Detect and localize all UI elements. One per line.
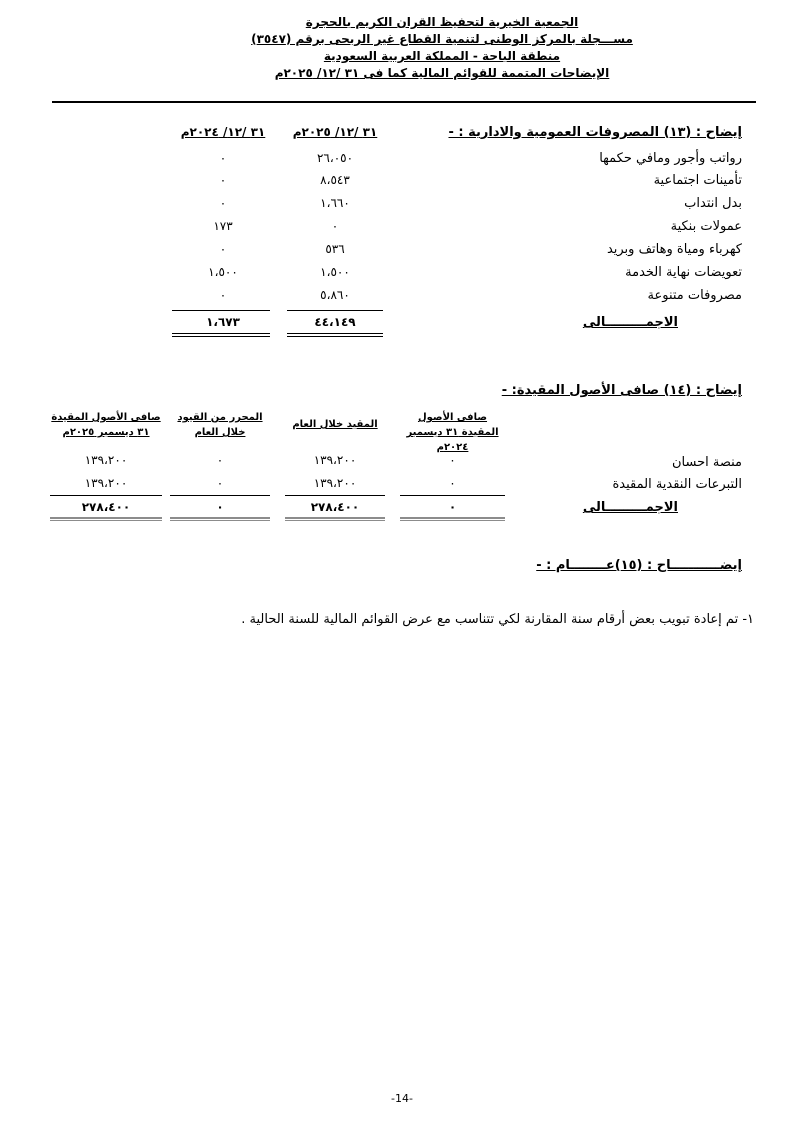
note13-total-double-line xyxy=(287,333,383,337)
note14-total-released: ٠ xyxy=(216,500,224,514)
note13-row-2024: ١٧٣ xyxy=(213,219,233,233)
note14-total-opening: ٠ xyxy=(448,500,457,514)
note13-total-label: الاجمـــــــــالى xyxy=(582,315,678,330)
note13-row-label: كهرباء ومياة وهاتف وبريد xyxy=(606,242,742,257)
note13-row-2024: ٠ xyxy=(219,242,227,256)
note14-col-opening: صافى الأصول المقيدة ٣١ ديسمبر ٢٠٢٤م xyxy=(406,412,499,453)
note14-subtotal-line xyxy=(400,495,505,496)
note13-row-2025: ٥،٨٦٠ xyxy=(320,288,350,302)
note14-col-closing: صافى الأصول المقيدة ٣١ ديسمبر ٢٠٢٥م xyxy=(51,412,161,438)
header-divider xyxy=(52,101,756,103)
note13-total-double-line xyxy=(172,333,270,337)
note13-subtotal-line xyxy=(172,310,270,311)
note13-row-label: مصروفات متنوعة xyxy=(647,288,742,303)
note14-subtotal-line xyxy=(170,495,270,496)
note14-row-closing: ١٣٩،٢٠٠ xyxy=(84,453,128,467)
note13-row-2025: ١،٦٦٠ xyxy=(320,196,350,210)
note15-text: ١- تم إعادة تبويب بعض أرقام سنة المقارنة لكي تتناسب مع عرض القوائم المالية للسنة الحالية . xyxy=(241,612,754,627)
note14-title: إيضاح : (١٤) صافى الأصول المقيدة: - xyxy=(501,383,742,398)
note13-row-label: عمولات بنكية xyxy=(670,219,742,234)
note14-row-restricted: ١٣٩،٢٠٠ xyxy=(313,453,357,467)
page-number: -14- xyxy=(391,1092,413,1105)
note13-row-2024: ١،٥٠٠ xyxy=(208,265,238,279)
note13-row-label: تعويضات نهاية الخدمة xyxy=(625,265,742,280)
note14-row-opening: ٠ xyxy=(449,476,456,490)
note13-row-2024: ٠ xyxy=(219,288,227,302)
note14-total-double-line xyxy=(170,517,270,521)
note14-row-released: ٠ xyxy=(216,453,224,467)
note14-total-double-line xyxy=(50,517,162,521)
note14-row-released: ٠ xyxy=(216,476,224,490)
note13-total-2025: ٤٤،١٤٩ xyxy=(314,315,356,329)
note14-row-restricted: ١٣٩،٢٠٠ xyxy=(313,476,357,490)
note13-subtotal-line xyxy=(287,310,383,311)
note13-row-2025: ١،٥٠٠ xyxy=(320,265,350,279)
note15-title: إيضـــــــــــاح : (١٥)عــــــــام : - xyxy=(536,558,742,573)
note13-row-label: بدل انتداب xyxy=(684,196,742,211)
note13-row-2025: ٥٣٦ xyxy=(325,242,345,256)
note13-row-label: رواتب وأجور ومافي حكمها xyxy=(599,151,742,166)
note13-row-label: تأمينات اجتماعية xyxy=(653,173,742,188)
note13-row-2025: ٠ xyxy=(331,219,339,233)
note14-row-label: منصة احسان xyxy=(671,455,742,470)
note13-row-2025: ٨،٥٤٣ xyxy=(320,173,350,187)
note14-subtotal-line xyxy=(50,495,162,496)
note14-col-released: المحرر من القيود خلال العام xyxy=(177,412,263,438)
note13-row-2024: ٠ xyxy=(219,173,227,187)
note14-row-label: التبرعات النقدية المقيدة xyxy=(612,477,742,492)
note13-row-2025: ٢٦،٠٥٠ xyxy=(316,151,354,165)
note13-title: إيضاح : (١٣) المصروفات العمومية والادارية : - xyxy=(448,125,742,140)
note14-total-closing: ٢٧٨،٤٠٠ xyxy=(81,500,131,514)
note14-row-closing: ١٣٩،٢٠٠ xyxy=(84,476,128,490)
note14-row-opening: ٠ xyxy=(449,453,456,467)
note13-row-2024: ٠ xyxy=(219,196,227,210)
note14-subtotal-line xyxy=(285,495,385,496)
note14-total-double-line xyxy=(285,517,385,521)
org-name: الجمعية الخيرية لتحفيظ القران الكريم بالحجرة xyxy=(305,15,579,29)
note13-total-2024: ١،٦٧٣ xyxy=(206,315,240,329)
registration-line: مســـجلة بالمركز الوطنى لتنمية القطاع غير الربحى برقم (٣٥٤٧) xyxy=(251,32,633,46)
document-title: الإيضاحات المتممة للقوائم المالية كما فى ٣١ /١٢/ ٢٠٢٥م xyxy=(274,66,610,80)
note14-total-restricted: ٢٧٨،٤٠٠ xyxy=(310,500,360,514)
region-line: منطقة الباحة - المملكة العربية السعودية xyxy=(323,49,561,63)
note14-total-double-line xyxy=(400,517,505,521)
note14-col-restricted: المقيد خلال العام xyxy=(292,419,378,430)
note13-col-2025: ٣١ /١٢/ ٢٠٢٥م xyxy=(292,125,378,139)
note13-col-2024: ٣١ /١٢/ ٢٠٢٤م xyxy=(180,125,266,139)
note13-row-2024: ٠ xyxy=(219,151,227,165)
note14-total-label: الاجمـــــــــالى xyxy=(582,500,678,515)
